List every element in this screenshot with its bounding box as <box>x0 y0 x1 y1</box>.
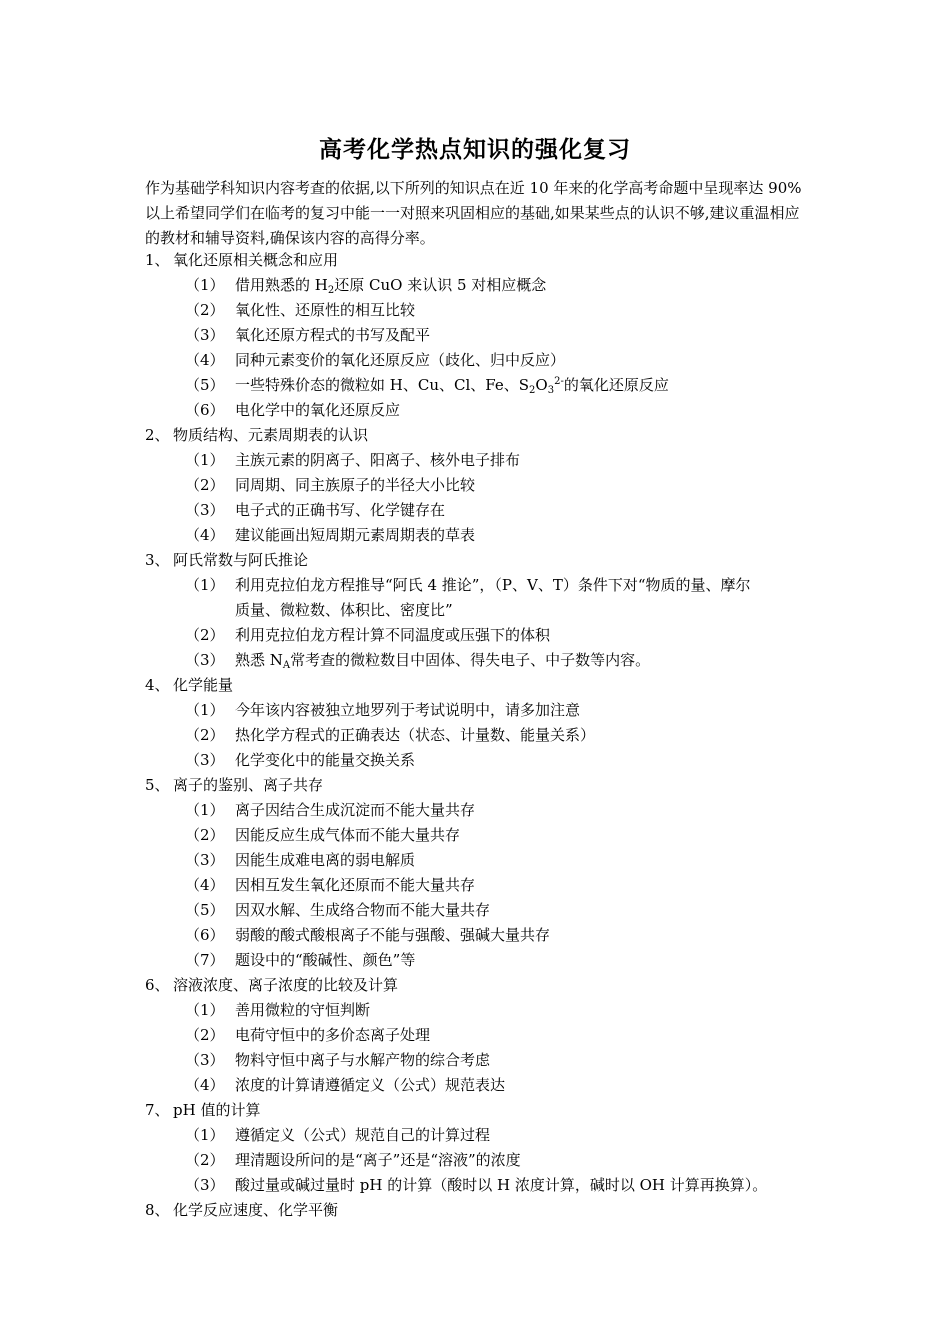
item-text: 电荷守恒中的多价态离子处理 <box>235 1026 431 1044</box>
section-number: 2、 <box>145 426 170 444</box>
section-title: 氧化还原相关概念和应用 <box>173 251 339 269</box>
list-item <box>145 273 813 298</box>
list-item <box>145 948 813 973</box>
item-number: （4） <box>185 876 225 894</box>
item-number: （5） <box>185 901 225 919</box>
superscript: 2- <box>554 376 564 387</box>
item-number: （2） <box>185 1151 225 1169</box>
list-item <box>145 798 813 823</box>
item-number: （1） <box>185 576 225 594</box>
item-number: （7） <box>185 951 225 969</box>
item-text: 一些特殊价态的微粒如 H、Cu、Cl、Fe、$S_2O_3^{2-}$的氧化还原反应 <box>235 376 669 396</box>
item-number: （2） <box>185 301 225 319</box>
item-text: 氧化还原方程式的书写及配平 <box>235 326 431 344</box>
intro-paragraph: 作为基础学科知识内容考查的依据,以下所列的知识点在近 10 年来的化学高考命题中呈现率达 90%以上希望同学们在临考的复习中能一一对照来巩固相应的基础,如果某些点的认识不够,建议重温相应的教材和辅导资料,确保该内容的高得分率。 <box>145 179 802 247</box>
list-item <box>145 723 813 748</box>
subscript: 2 <box>327 285 335 296</box>
item-number: （2） <box>185 826 225 844</box>
item-number: （2） <box>185 626 225 644</box>
item-text: 理清题设所问的是“离子”还是“溶液”的浓度 <box>235 1151 521 1169</box>
item-text: 氧化性、还原性的相互比较 <box>235 301 416 319</box>
item-text: 化学变化中的能量交换关系 <box>235 751 416 769</box>
item-number: （3） <box>185 1176 225 1194</box>
item-number: （2） <box>185 1026 225 1044</box>
item-text: 利用克拉伯龙方程推导“阿氏 4 推论”，（P、V、T）条件下对“物质的量、摩尔 <box>235 576 751 594</box>
list-item <box>145 623 813 648</box>
item-text: 建议能画出短周期元素周期表的草表 <box>235 526 476 544</box>
item-text: 借用熟悉的 $H_2$还原 CuO 来认识 5 对相应概念 <box>235 276 547 296</box>
section-title: 化学能量 <box>173 676 234 694</box>
subscript: 2 <box>529 385 536 396</box>
section-heading <box>145 548 813 573</box>
item-number: （5） <box>185 376 225 394</box>
section-title: 阿氏常数与阿氏推论 <box>173 551 309 569</box>
list-item <box>145 1123 813 1148</box>
item-text-continuation: 质量、微粒数、体积比、密度比” <box>235 601 453 619</box>
item-text: 同周期、同主族原子的半径大小比较 <box>235 476 476 494</box>
item-text: 因相互发生氧化还原而不能大量共存 <box>235 876 476 894</box>
outline <box>145 248 813 1223</box>
list-item <box>145 373 813 398</box>
section-heading <box>145 248 813 273</box>
section-number: 8、 <box>145 1201 170 1219</box>
item-number: （2） <box>185 476 225 494</box>
section-title: pH 值的计算 <box>173 1101 261 1119</box>
document-title: 高考化学热点知识的强化复习 <box>319 136 631 163</box>
item-text: 主族元素的阴离子、阳离子、核外电子排布 <box>235 451 521 469</box>
section-number: 5、 <box>145 776 170 794</box>
section-heading <box>145 773 813 798</box>
item-number: （3） <box>185 1051 225 1069</box>
section-title: 化学反应速度、化学平衡 <box>173 1201 339 1219</box>
item-text: 遵循定义（公式）规范自己的计算过程 <box>235 1126 491 1144</box>
list-item <box>145 1173 813 1198</box>
section-number: 1、 <box>145 251 170 269</box>
item-number: （3） <box>185 751 225 769</box>
item-number: （3） <box>185 326 225 344</box>
item-number: （1） <box>185 276 225 294</box>
item-number: （4） <box>185 351 225 369</box>
item-number: （1） <box>185 1126 225 1144</box>
list-item <box>145 523 813 548</box>
list-item <box>145 898 813 923</box>
list-item <box>145 323 813 348</box>
list-item <box>145 998 813 1023</box>
subscript: 3 <box>547 385 555 396</box>
item-text: 热化学方程式的正确表达（状态、计量数、能量关系） <box>235 726 596 744</box>
item-text: 离子因结合生成沉淀而不能大量共存 <box>235 801 476 819</box>
list-item <box>145 1073 813 1098</box>
item-number: （1） <box>185 701 225 719</box>
list-item <box>145 923 813 948</box>
section-number: 4、 <box>145 676 170 694</box>
list-item <box>145 573 813 598</box>
item-text: 今年该内容被独立地罗列于考试说明中，请多加注意 <box>235 701 581 719</box>
item-number: （2） <box>185 726 225 744</box>
list-item <box>145 823 813 848</box>
item-text: 弱酸的酸式酸根离子不能与强酸、强碱大量共存 <box>235 926 551 944</box>
list-item <box>145 698 813 723</box>
section-number: 3、 <box>145 551 170 569</box>
item-text: 因双水解、生成络合物而不能大量共存 <box>235 901 491 919</box>
item-number: （3） <box>185 851 225 869</box>
section-heading <box>145 973 813 998</box>
item-text: 熟悉 $N_A$常考查的微粒数目中固体、得失电子、中子数等内容。 <box>235 651 651 671</box>
section-title: 溶液浓度、离子浓度的比较及计算 <box>173 976 399 994</box>
list-item <box>145 348 813 373</box>
list-item <box>145 448 813 473</box>
section-heading <box>145 1098 813 1123</box>
section-heading <box>145 423 813 448</box>
section-title: 物质结构、元素周期表的认识 <box>173 426 369 444</box>
item-text: 电子式的正确书写、化学键存在 <box>235 501 446 519</box>
list-item <box>145 848 813 873</box>
item-text: 同种元素变价的氧化还原反应（歧化、归中反应） <box>235 351 566 369</box>
item-text: 因能反应生成气体而不能大量共存 <box>235 826 461 844</box>
item-number: （1） <box>185 451 225 469</box>
list-item <box>145 498 813 523</box>
section-number: 6、 <box>145 976 170 994</box>
list-item <box>145 648 813 673</box>
list-item <box>145 748 813 773</box>
item-number: （4） <box>185 1076 225 1094</box>
item-number: （4） <box>185 526 225 544</box>
list-item <box>145 873 813 898</box>
list-item <box>145 398 813 423</box>
item-text: 利用克拉伯龙方程计算不同温度或压强下的体积 <box>235 626 551 644</box>
item-text: 善用微粒的守恒判断 <box>235 1001 371 1019</box>
section-title: 离子的鉴别、离子共存 <box>173 776 324 794</box>
item-text: 题设中的“酸碱性、颜色”等 <box>235 951 416 969</box>
list-item <box>145 298 813 323</box>
item-number: （1） <box>185 801 225 819</box>
item-number: （1） <box>185 1001 225 1019</box>
item-number: （3） <box>185 651 225 669</box>
list-item <box>145 1048 813 1073</box>
subscript: A <box>282 660 291 671</box>
section-number: 7、 <box>145 1101 170 1119</box>
section-heading <box>145 1198 813 1223</box>
item-text: 电化学中的氧化还原反应 <box>235 401 401 419</box>
list-item <box>145 1148 813 1173</box>
item-number: （3） <box>185 501 225 519</box>
item-number: （6） <box>185 926 225 944</box>
item-text: 浓度的计算请遵循定义（公式）规范表达 <box>235 1076 506 1094</box>
item-text: 物料守恒中离子与水解产物的综合考虑 <box>235 1051 491 1069</box>
item-text: 因能生成难电离的弱电解质 <box>235 851 416 869</box>
item-number: （6） <box>185 401 225 419</box>
item-text: 酸过量或碱过量时 pH 的计算（酸时以 H 浓度计算，碱时以 OH 计算再换算）。 <box>235 1176 768 1194</box>
section-heading <box>145 673 813 698</box>
list-item <box>145 473 813 498</box>
list-item <box>145 1023 813 1048</box>
